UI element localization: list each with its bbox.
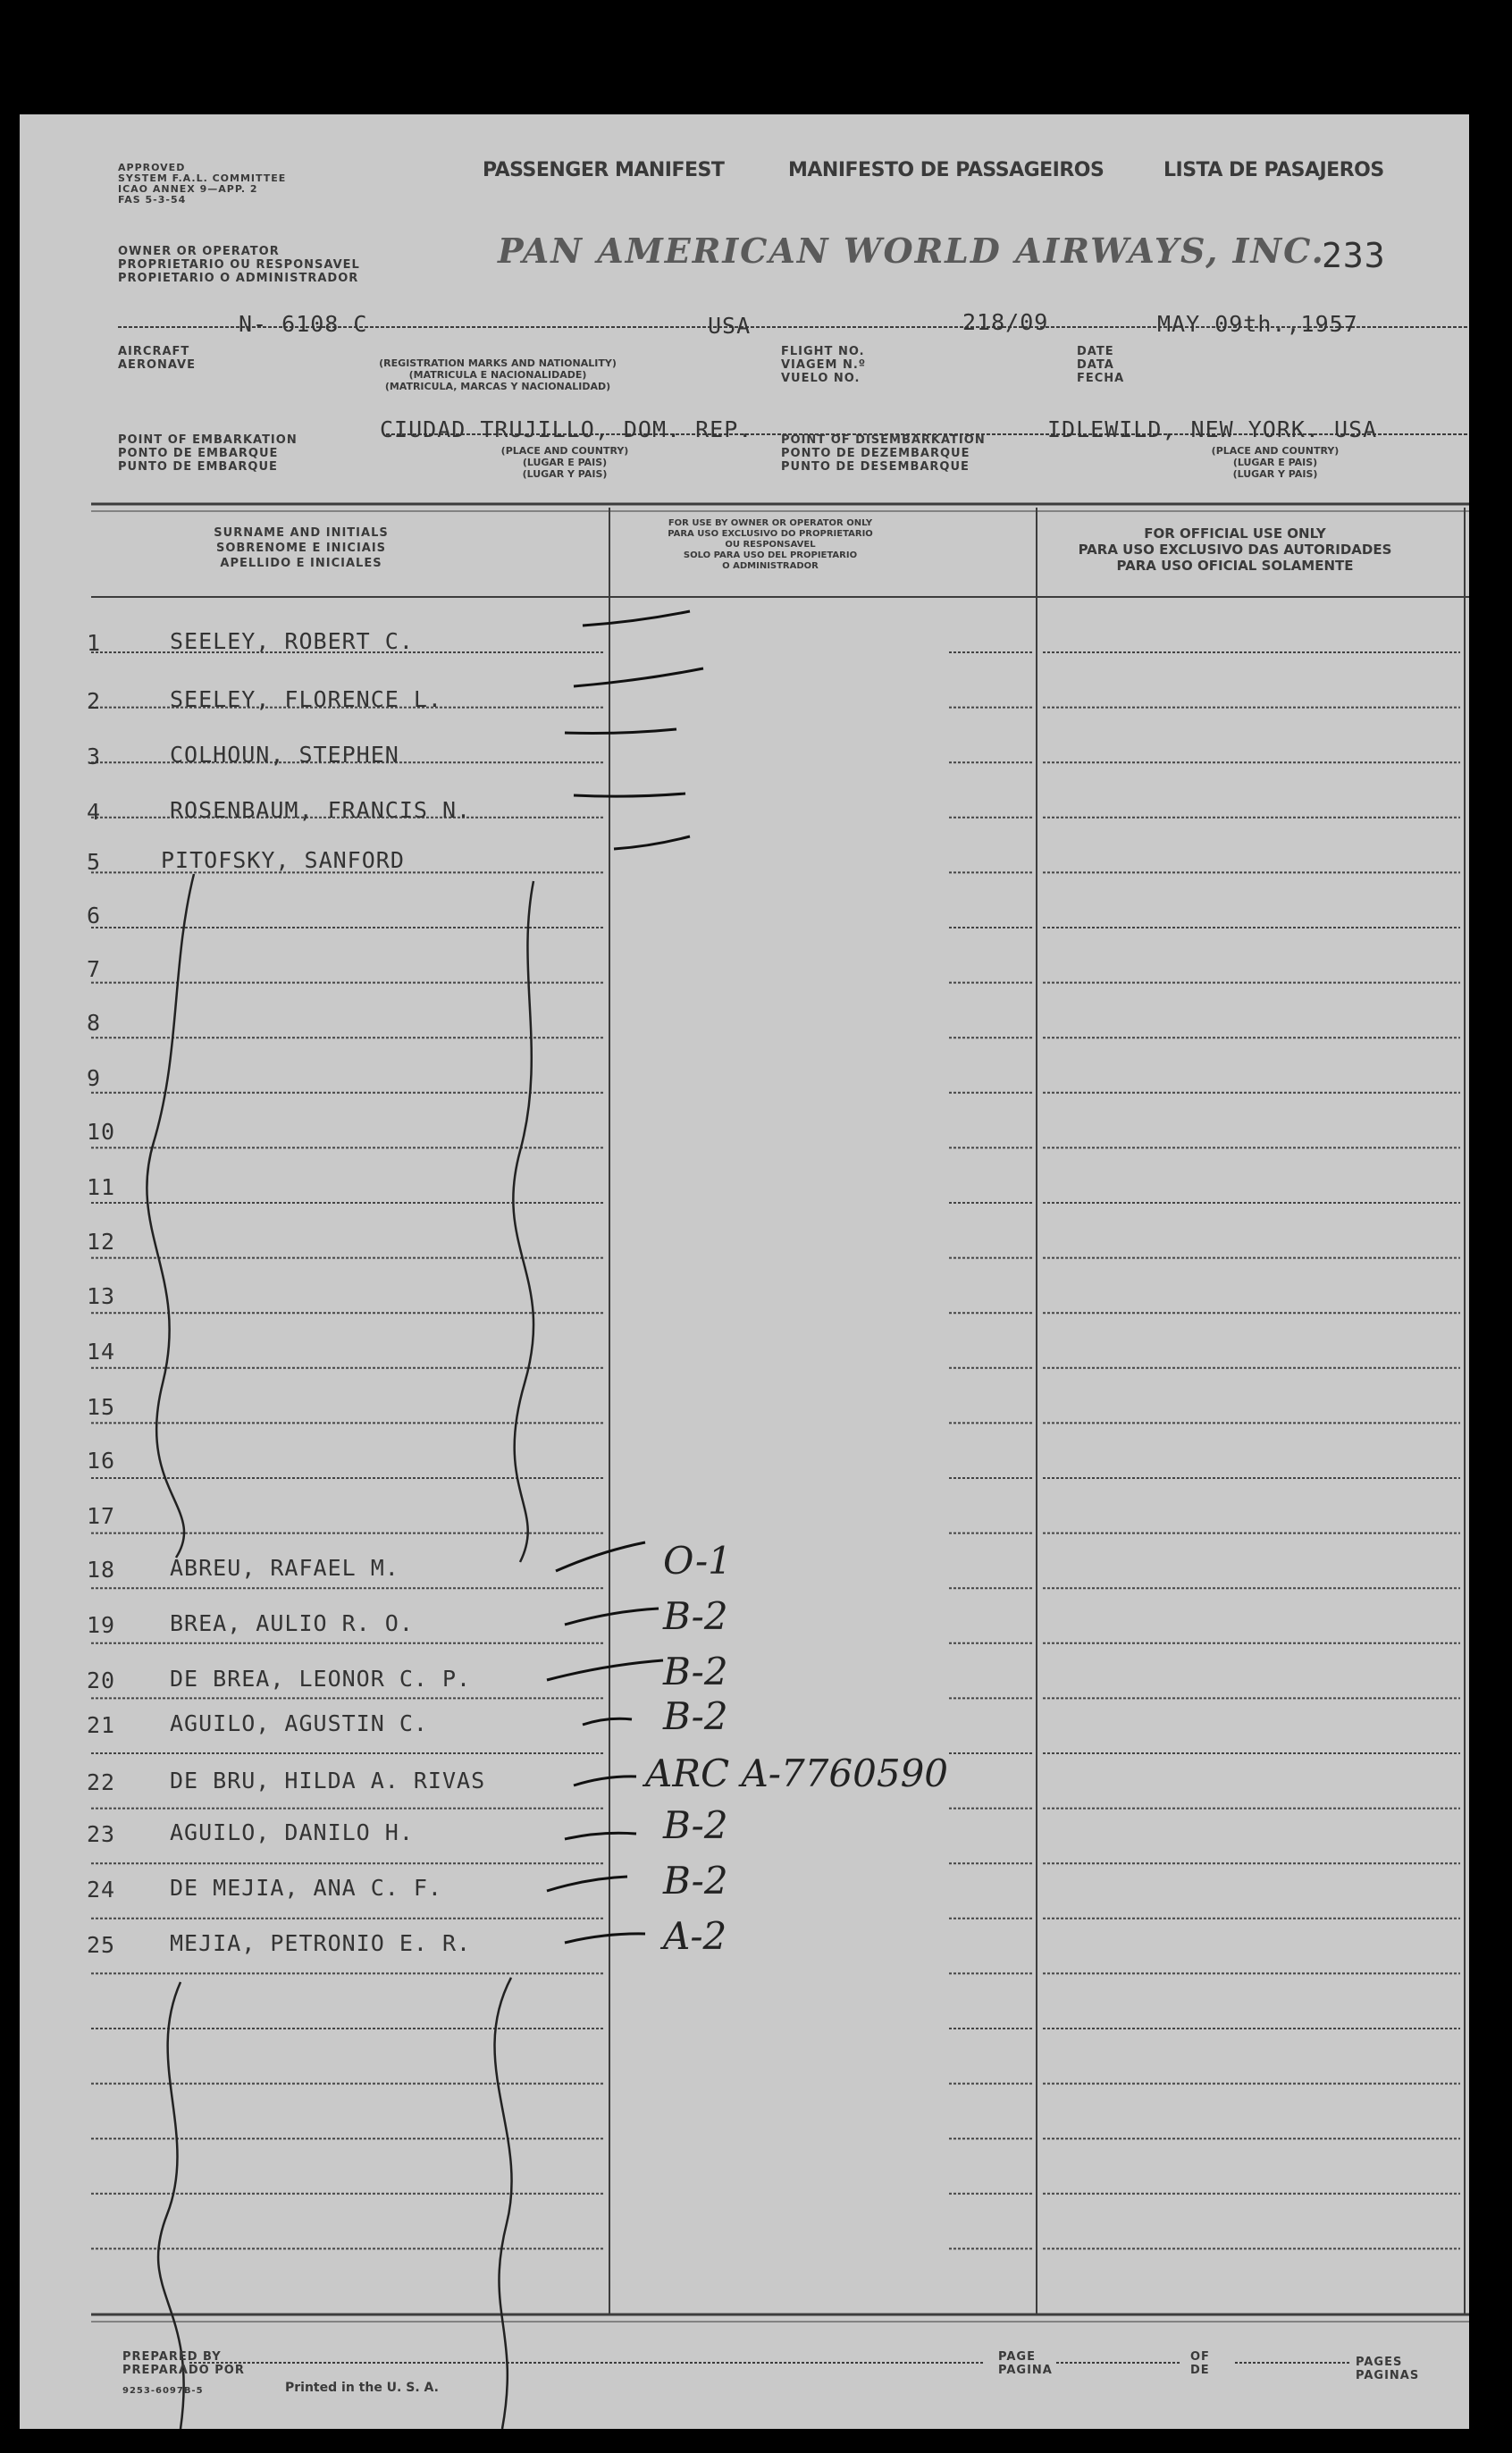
disembark-value: IDLEWILD, NEW YORK. USA (1047, 416, 1378, 442)
row-number: 2 (87, 688, 102, 714)
row-number: 5 (87, 849, 102, 875)
caption-line: (LUGAR E PAIS) (1232, 457, 1318, 468)
date-label-line: DATE (1077, 345, 1114, 358)
row-number: 8 (87, 1010, 102, 1036)
approved-line: FAS 5-3-54 (118, 194, 187, 206)
header-line: APELLIDO E INICIALES (220, 557, 382, 570)
note-dash (565, 1934, 645, 1943)
aircraft-label-line: AIRCRAFT (118, 345, 190, 358)
aircraft-label-line: AERONAVE (118, 358, 197, 372)
disembark-label (781, 433, 986, 474)
caption-line: (MATRICULA E NACIONALIDADE) (408, 369, 587, 381)
row-number: 6 (87, 903, 102, 928)
handwritten-visa-note: B-2 (663, 1694, 728, 1738)
operator-name: PAN AMERICAN WORLD AIRWAYS, INC. (498, 231, 1325, 271)
row-number: 22 (87, 1769, 116, 1795)
passenger-name: ROSENBAUM, FRANCIS N. (170, 797, 472, 823)
header-line: SURNAME AND INITIALS (214, 526, 389, 540)
pages-label (1356, 2356, 1419, 2382)
handwritten-visa-note: B-2 (663, 1594, 728, 1638)
check-mark (574, 668, 703, 686)
row-number: 4 (87, 799, 102, 825)
approved-line: SYSTEM F.A.L. COMMITTEE (118, 172, 287, 184)
handwritten-visa-note: B-2 (663, 1650, 728, 1693)
printed-note: Printed in the U. S. A. (285, 2381, 439, 2395)
void-line (147, 874, 194, 1558)
flight-label-line: FLIGHT NO. (781, 345, 865, 358)
date-label-line: DATA (1077, 358, 1114, 372)
row-number: 7 (87, 956, 102, 982)
pages-label-line: PAGINAS (1356, 2369, 1420, 2382)
passenger-name: ABREU, RAFAEL M. (170, 1555, 399, 1581)
passenger-name: SEELEY, FLORENCE L. (170, 686, 442, 712)
row-number: 14 (87, 1339, 116, 1365)
handwritten-visa-note: O-1 (663, 1539, 732, 1583)
flight-label-line: VUELO NO. (781, 372, 861, 385)
handwritten-visa-note: A-2 (663, 1914, 727, 1958)
note-dash (547, 1877, 627, 1891)
header-line: PARA USO OFICIAL SOLAMENTE (1116, 558, 1354, 574)
header-line: PARA USO EXCLUSIVO DAS AUTORIDADES (1078, 542, 1392, 558)
form-code: 9253-6097B-5 (122, 2386, 204, 2396)
passenger-name: PITOFSKY, SANFORD (161, 847, 405, 873)
row-number: 24 (87, 1877, 116, 1903)
row-number: 13 (87, 1283, 116, 1309)
header-line: O ADMINISTRADOR (722, 561, 819, 571)
row-number: 17 (87, 1503, 116, 1529)
owner-label-line: PROPRIETARIO OU RESPONSAVEL (118, 258, 360, 272)
title-es: LISTA DE PASAJEROS (1163, 159, 1384, 181)
col-surname-header (163, 525, 440, 571)
header-line: SOLO PARA USO DEL PROPIETARIO (683, 550, 858, 560)
row-number: 12 (87, 1229, 116, 1255)
note-dash (565, 1609, 659, 1625)
row-number: 19 (87, 1612, 116, 1638)
header-line: PARA USO EXCLUSIVO DO PROPRIETARIO (668, 529, 873, 539)
passenger-name: DE BREA, LEONOR C. P. (170, 1666, 472, 1692)
of-label-line: DE (1190, 2364, 1210, 2377)
registration-value: USA (708, 313, 752, 339)
caption-line: (PLACE AND COUNTRY) (500, 445, 629, 457)
row-number: 21 (87, 1712, 116, 1738)
passenger-name: AGUILO, DANILO H. (170, 1819, 414, 1845)
col-operator-header (601, 518, 940, 572)
passenger-name: SEELEY, ROBERT C. (170, 628, 414, 654)
title-pt: MANIFESTO DE PASSAGEIROS (788, 159, 1105, 181)
check-mark (583, 611, 690, 626)
header-line: FOR USE BY OWNER OR OPERATOR ONLY (668, 518, 873, 528)
owner-label-line: PROPIETARIO O ADMINISTRADOR (118, 272, 359, 285)
header-line: OU RESPONSAVEL (725, 540, 816, 550)
approved-block (118, 163, 286, 206)
owner-label-line: OWNER OR OPERATOR (118, 245, 280, 258)
approved-line: APPROVED (118, 162, 186, 173)
prepared-line: PREPARADO POR (122, 2364, 245, 2377)
passenger-name: DE MEJIA, ANA C. F. (170, 1875, 442, 1901)
row-number: 15 (87, 1394, 116, 1420)
disembark-label-line: POINT OF DISEMBARKATION (781, 433, 986, 447)
header-line: FOR OFFICIAL USE ONLY (1144, 525, 1326, 542)
passenger-name: DE BRU, HILDA A. RIVAS (170, 1768, 486, 1794)
page-label (998, 2350, 1053, 2377)
embark-label (118, 433, 298, 474)
embark-label-line: POINT OF EMBARKATION (118, 433, 298, 447)
embark-label-line: PUNTO DE EMBARQUE (118, 460, 278, 474)
prepared-by-label (122, 2350, 245, 2377)
owner-label (118, 245, 360, 285)
passenger-name: AGUILO, AGUSTIN C. (170, 1710, 428, 1736)
caption-line: (LUGAR Y PAIS) (522, 468, 608, 480)
caption-line: (LUGAR E PAIS) (522, 457, 608, 468)
row-number: 20 (87, 1668, 116, 1693)
date-label-line: FECHA (1077, 372, 1125, 385)
row-number: 11 (87, 1174, 116, 1200)
flight-label-line: VIAGEM N.º (781, 358, 867, 372)
note-dash (565, 1833, 636, 1839)
note-dash (583, 1718, 632, 1725)
manifest-page (20, 114, 1469, 2429)
row-number: 25 (87, 1932, 116, 1958)
flight-value: 218/09 (962, 309, 1049, 335)
caption-line: (MATRICULA, MARCAS Y NACIONALIDAD) (384, 381, 611, 392)
col-official-header (1034, 525, 1436, 574)
passenger-name: BREA, AULIO R. O. (170, 1610, 414, 1636)
registration-caption (306, 357, 690, 392)
page-label-line: PAGINA (998, 2364, 1053, 2377)
page-number: 233 (1322, 236, 1386, 275)
disembark-label-line: PONTO DE DEZEMBARQUE (781, 447, 970, 460)
row-number: 18 (87, 1557, 116, 1583)
disembark-caption (1168, 445, 1382, 480)
embark-label-line: PONTO DE EMBARQUE (118, 447, 279, 460)
disembark-label-line: PUNTO DE DESEMBARQUE (781, 460, 970, 474)
of-label-line: OF (1190, 2350, 1210, 2364)
row-number: 3 (87, 743, 102, 769)
row-number: 23 (87, 1821, 116, 1847)
title-en: PASSENGER MANIFEST (483, 159, 725, 181)
date-label (1077, 345, 1124, 385)
check-mark (565, 729, 676, 734)
page-label-line: PAGE (998, 2350, 1036, 2364)
aircraft-label (118, 345, 196, 372)
row-number: 10 (87, 1119, 116, 1145)
row-number: 1 (87, 630, 102, 656)
caption-line: (PLACE AND COUNTRY) (1211, 445, 1340, 457)
void-line (495, 1978, 512, 2429)
of-label (1190, 2350, 1210, 2377)
note-dash (556, 1542, 645, 1571)
handwritten-visa-note: B-2 (663, 1803, 728, 1847)
prepared-line: PREPARED BY (122, 2350, 222, 2364)
check-mark (614, 836, 690, 849)
caption-line: (LUGAR Y PAIS) (1232, 468, 1318, 480)
caption-line: (REGISTRATION MARKS AND NATIONALITY) (379, 357, 617, 369)
check-mark (574, 794, 685, 796)
handwritten-visa-note: ARC A-7760590 (645, 1752, 949, 1795)
handwritten-visa-note: B-2 (663, 1859, 728, 1903)
flight-label (781, 345, 866, 385)
note-dash (547, 1660, 663, 1680)
aircraft-value: N- 6108 C (239, 311, 368, 337)
row-number: 16 (87, 1448, 116, 1474)
header-line: SOBRENOME E INICIAIS (215, 542, 387, 555)
note-dash (574, 1777, 636, 1785)
date-value: MAY 09th.,1957 (1157, 311, 1358, 337)
passenger-name: MEJIA, PETRONIO E. R. (170, 1930, 472, 1956)
approved-line: ICAO ANNEX 9—APP. 2 (118, 183, 258, 195)
embark-caption (458, 445, 672, 480)
pages-label-line: PAGES (1356, 2356, 1403, 2369)
passenger-name: COLHOUN, STEPHEN (170, 742, 399, 768)
embark-value: CIUDAD TRUJILLO, DOM. REP. (380, 416, 753, 442)
row-number: 9 (87, 1065, 102, 1091)
